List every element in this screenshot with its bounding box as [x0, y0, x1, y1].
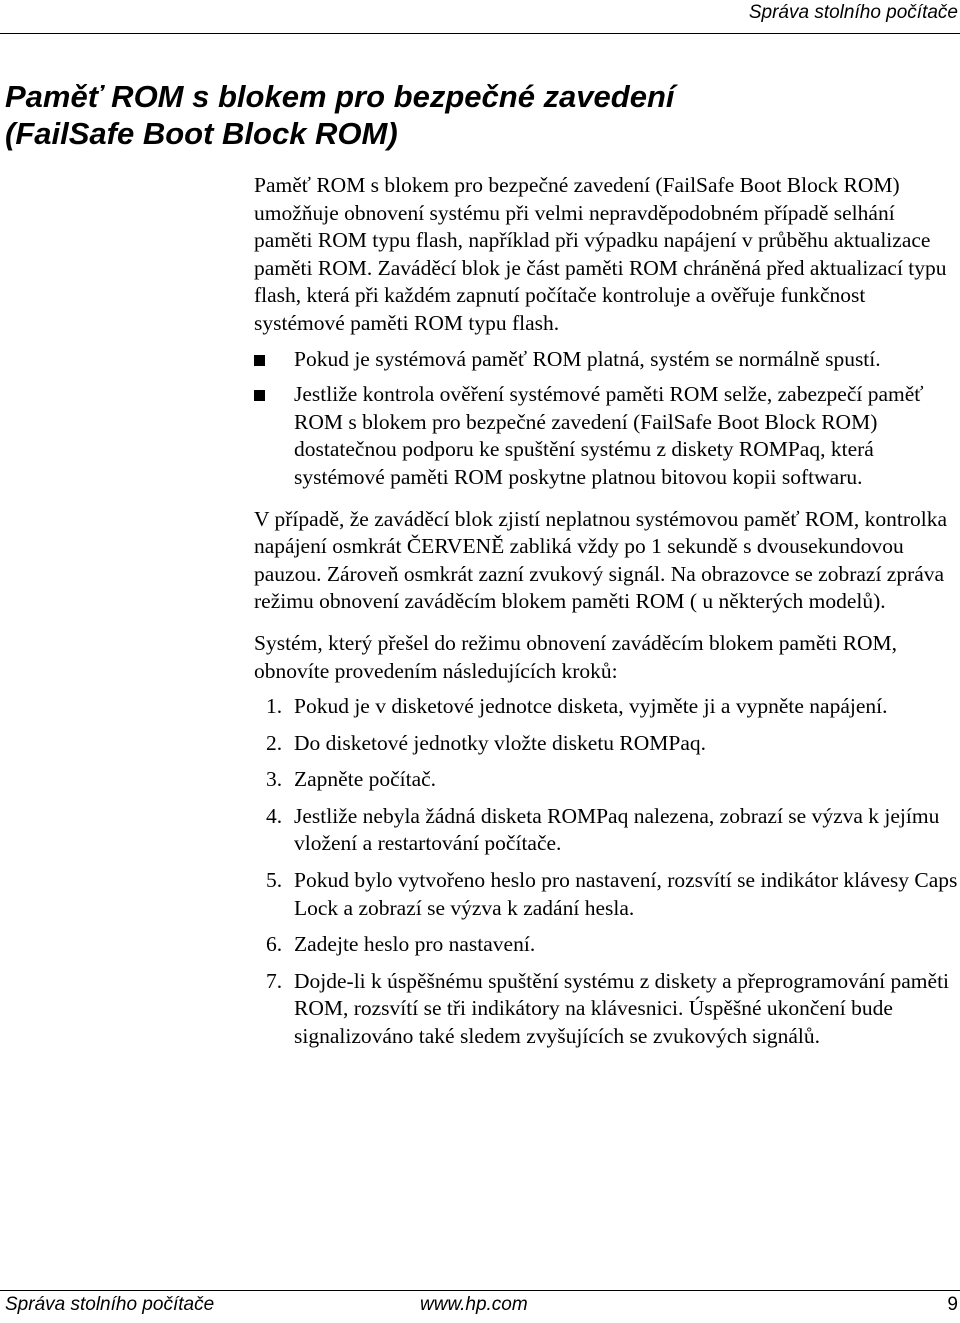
bullet-item: [254, 346, 958, 374]
bullet-item: [254, 381, 958, 491]
intro-paragraph: Paměť ROM s blokem pro bezpečné zavedení (FailSafe Boot Block ROM) umožňuje obnovení systému při velmi nepravděpodobném případě selhání paměti ROM typu flash, například při výpadku napájení v průběhu aktualizace paměti ROM. Zaváděcí blok je část paměti ROM chráněná před aktualizací typu flash, která při každém zapnutí počítače kontroluje a ověřuje funkčnost systémové paměti ROM typu flash.: [254, 173, 947, 335]
step-number: 1.: [266, 694, 283, 719]
bullet-list: [254, 346, 958, 492]
step-text: Jestliže nebyla žádná disketa ROMPaq nalezena, zobrazí se výzva k jejímu vložení a restartování počítače.: [294, 803, 940, 856]
footer-rule: [0, 1290, 960, 1291]
page-title-line-1: Paměť ROM s blokem pro bezpečné zavedení: [5, 79, 675, 114]
page-title: [5, 78, 675, 152]
running-header: Správa stolního počítače: [748, 2, 958, 23]
step-item: [254, 968, 958, 1051]
step-number: 7.: [266, 968, 283, 993]
header-rule: [0, 33, 960, 34]
footer-website-link[interactable]: www.hp.com: [420, 1294, 528, 1315]
footer-document-title: Správa stolního počítače: [5, 1294, 215, 1315]
step-text: Zapněte počítač.: [294, 767, 437, 792]
step-item: [254, 803, 958, 858]
bullet-text: Pokud je systémová paměť ROM platná, systém se normálně spustí.: [294, 346, 881, 371]
step-number: 4.: [266, 803, 283, 828]
bullet-square-icon: [254, 390, 265, 401]
document-body: [254, 172, 958, 1060]
step-number: 2.: [266, 730, 283, 755]
step-item: [254, 693, 958, 721]
step-text: Pokud bylo vytvořeno heslo pro nastavení, rozsvítí se indikátor klávesy Caps Lock a zobrazí se výzva k zadání hesla.: [294, 868, 958, 920]
bullet-square-icon: [254, 355, 265, 366]
step-item: [254, 931, 958, 959]
page-number: 9: [947, 1294, 958, 1315]
step-item: [254, 867, 958, 922]
step-item: [254, 730, 958, 758]
step-text: Pokud je v disketové jednotce disketa, vyjměte ji a vypněte napájení.: [294, 694, 888, 719]
bullet-text: Jestliže kontrola ověření systémové paměti ROM selže, zabezpečí paměť ROM s blokem pro bezpečné zavedení (FailSafe Boot Block ROM) dostatečnou podporu ke spuštění systému z diskety ROMPaq, která systémové paměti ROM poskytne platnou bitovou kopii softwaru.: [294, 382, 924, 489]
failure-paragraph: V případě, že zaváděcí blok zjistí neplatnou systémovou paměť ROM, kontrolka napájení osmkrát ČERVENĚ zabliká vždy po 1 sekundě s dvousekundovou pauzou. Zároveň osmkrát zazní zvukový signál. Na obrazovce se zobrazí zpráva režimu obnovení zaváděcím blokem paměti ROM ( u některých modelů).: [254, 506, 948, 614]
step-number: 5.: [266, 868, 283, 893]
steps-list: [254, 693, 958, 1051]
page-title-line-2: (FailSafe Boot Block ROM): [5, 116, 398, 151]
step-text: Do disketové jednotky vložte disketu ROMPaq.: [294, 730, 707, 755]
step-text: Dojde-li k úspěšnému spuštění systému z diskety a přeprogramování paměti ROM, rozsvítí se tři indikátory na klávesnici. Úspěšné ukončení bude signalizováno také sledem zvyšujících se zvukových signálů.: [294, 968, 950, 1049]
step-item: [254, 766, 958, 794]
step-text: Zadejte heslo pro nastavení.: [294, 932, 536, 957]
steps-intro-paragraph: Systém, který přešel do režimu obnovení zaváděcím blokem paměti ROM, obnovíte provedením následujících kroků:: [254, 630, 898, 683]
step-number: 3.: [266, 767, 283, 792]
step-number: 6.: [266, 932, 283, 957]
